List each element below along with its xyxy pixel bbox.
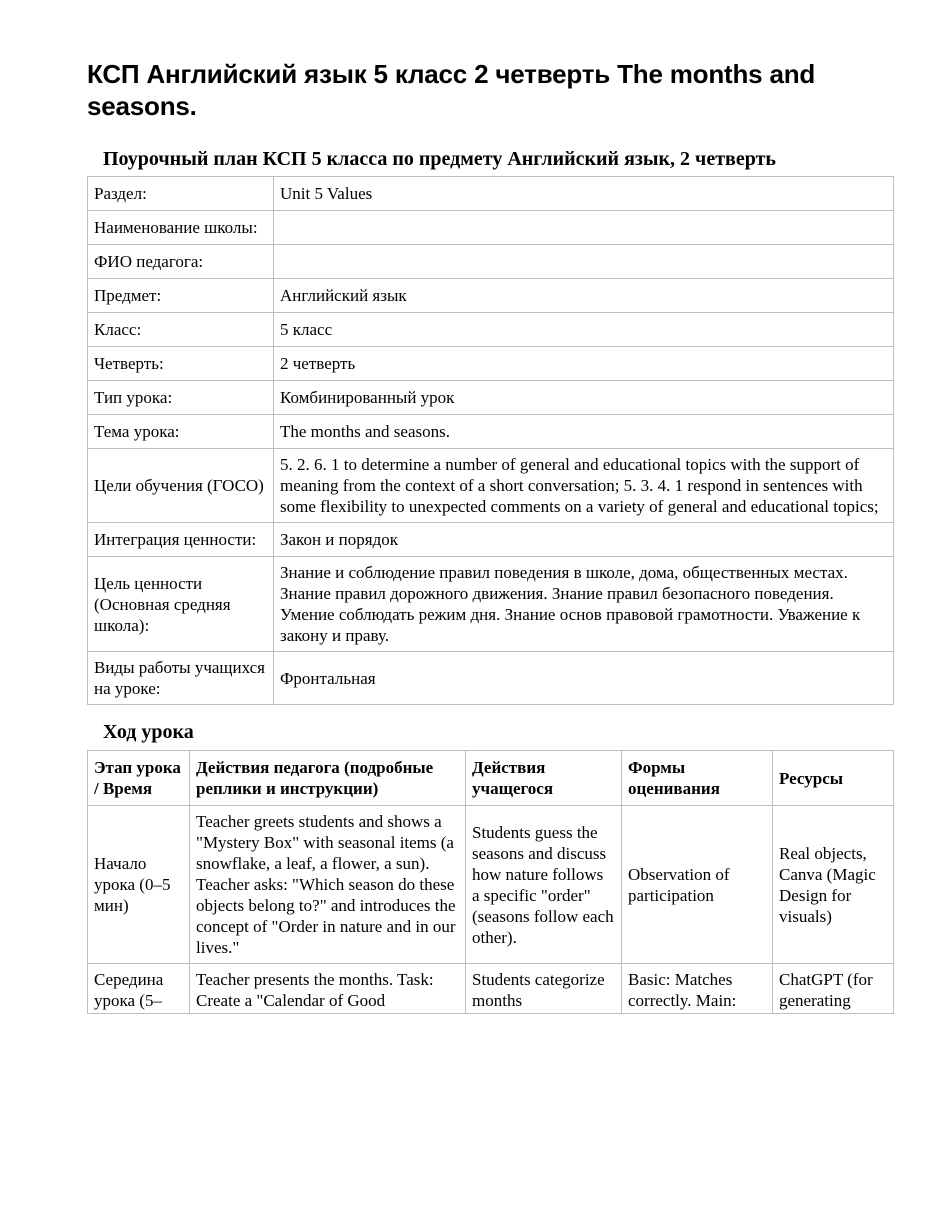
info-label: Предмет: xyxy=(88,279,274,313)
lesson-header-row xyxy=(88,751,894,806)
cell-assessment: Basic: Matches correctly. Main: xyxy=(622,964,773,1014)
info-row-value-goal xyxy=(88,557,894,652)
info-label: Тип урока: xyxy=(88,381,274,415)
info-value xyxy=(274,211,894,245)
info-value: Закон и порядок xyxy=(274,523,894,557)
info-value: 2 четверть xyxy=(274,347,894,381)
column-header-stage: Этап урока / Время xyxy=(88,751,190,806)
info-value: Комбинированный урок xyxy=(274,381,894,415)
info-label: Цель ценности (Основная средняя школа): xyxy=(88,557,274,652)
cell-stage: Начало урока (0–5 мин) xyxy=(88,806,190,964)
lesson-flow-table xyxy=(87,750,894,1014)
info-value: Unit 5 Values xyxy=(274,177,894,211)
cell-resources: Real objects, Canva (Magic Design for visuals) xyxy=(773,806,894,964)
info-value: 5. 2. 6. 1 to determine a number of general and educational topics with the support of meaning from the context of a short conversation; 5. 3. 4. 1 respond in sentences with some flexibility to unexpected comments on a variety of general and educational topics; xyxy=(274,449,894,523)
info-label: Четверть: xyxy=(88,347,274,381)
info-value: Знание и соблюдение правил поведения в школе, дома, общественных местах. Знание правил дорожного движения. Знание правил безопасного поведения. Умение соблюдать режим дня. Знание основ правовой грамотности. Уважение к закону и праву. xyxy=(274,557,894,652)
info-label: Интеграция ценности: xyxy=(88,523,274,557)
info-label: Класс: xyxy=(88,313,274,347)
lesson-heading: Ход урока xyxy=(103,721,194,743)
lesson-info-table xyxy=(87,176,894,705)
info-label: Цели обучения (ГОСО) xyxy=(88,449,274,523)
document-page xyxy=(87,58,893,1014)
info-value: Фронтальная xyxy=(274,652,894,705)
column-header-teacher-actions: Действия педагога (подробные реплики и инструкции) xyxy=(190,751,466,806)
plan-heading: Поурочный план КСП 5 класса по предмету Английский язык, 2 четверть xyxy=(103,148,776,170)
info-row-subject xyxy=(88,279,894,313)
cell-assessment: Observation of participation xyxy=(622,806,773,964)
info-value xyxy=(274,245,894,279)
cell-teacher-actions: Teacher greets students and shows a "Mystery Box" with seasonal items (a snowflake, a leaf, a flower, a sun). Teacher asks: "Which season do these objects belong to?" and introduces the concept of "Order in nature and in our lives." xyxy=(190,806,466,964)
info-row-quarter xyxy=(88,347,894,381)
lesson-row-start xyxy=(88,806,894,964)
column-header-student-actions: Действия учащегося xyxy=(466,751,622,806)
cell-student-actions: Students guess the seasons and discuss how nature follows a specific "order" (seasons follow each other). xyxy=(466,806,622,964)
info-row-lesson-type xyxy=(88,381,894,415)
column-header-assessment: Формы оценивания xyxy=(622,751,773,806)
info-value: The months and seasons. xyxy=(274,415,894,449)
info-value: Английский язык xyxy=(274,279,894,313)
cell-student-actions: Students categorize months xyxy=(466,964,622,1014)
info-row-grade xyxy=(88,313,894,347)
cell-resources: ChatGPT (for generating xyxy=(773,964,894,1014)
info-label: Тема урока: xyxy=(88,415,274,449)
cell-teacher-actions: Teacher presents the months. Task: Create a "Calendar of Good xyxy=(190,964,466,1014)
info-row-school xyxy=(88,211,894,245)
info-row-section xyxy=(88,177,894,211)
info-row-learning-goals xyxy=(88,449,894,523)
info-row-work-types xyxy=(88,652,894,705)
column-header-resources: Ресурсы xyxy=(773,751,894,806)
lesson-row-middle xyxy=(88,964,894,1014)
info-label: ФИО педагога: xyxy=(88,245,274,279)
info-row-value-integration xyxy=(88,523,894,557)
cell-stage: Середина урока (5– xyxy=(88,964,190,1014)
info-label: Виды работы учащихся на уроке: xyxy=(88,652,274,705)
info-label: Наименование школы: xyxy=(88,211,274,245)
document-title: КСП Английский язык 5 класс 2 четверть The months and seasons. xyxy=(87,59,816,121)
info-value: 5 класс xyxy=(274,313,894,347)
info-label: Раздел: xyxy=(88,177,274,211)
info-row-teacher xyxy=(88,245,894,279)
info-row-topic xyxy=(88,415,894,449)
